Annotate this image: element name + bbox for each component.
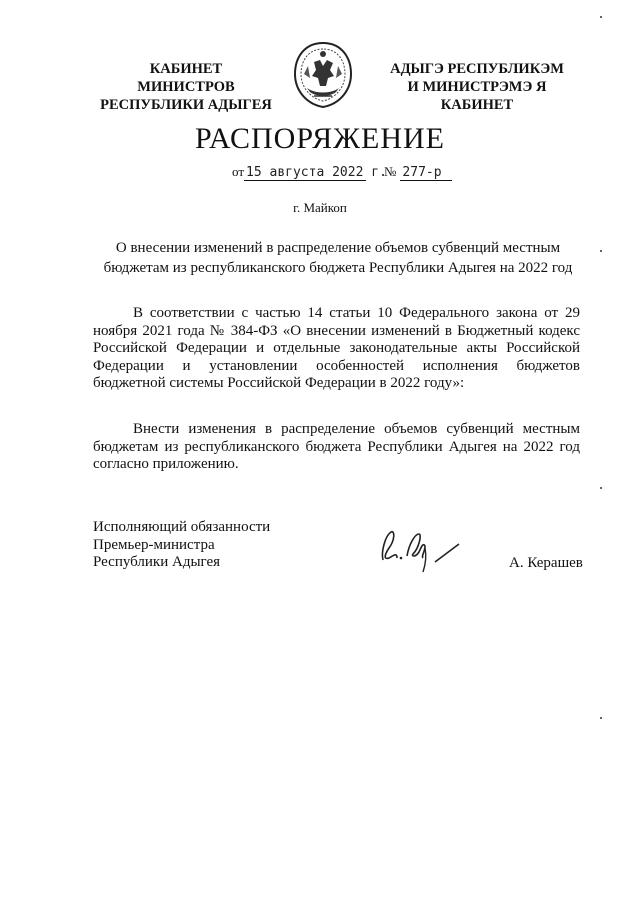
scan-speck bbox=[600, 487, 602, 489]
date-prefix: от bbox=[232, 164, 245, 179]
date-number-line bbox=[232, 164, 452, 181]
scan-speck bbox=[600, 16, 602, 18]
handwritten-signature bbox=[375, 522, 470, 574]
issuer-name-adyghe bbox=[372, 60, 582, 114]
issuer-line-2-adyghe: И МИНИСТРЭМЭ Я КАБИНЕТ bbox=[407, 79, 547, 113]
body-paragraph-1: В соответствии с частью 14 статьи 10 Федерального закона от 29 ноября 2021 года № 384-ФЗ «О внесении изменений в Бюджетный кодекс Российской Федерации и отдельные законодательные акты Российской Федерации и установлении особенностей исполнения бюджетов бюджетной системы Российской Федерации в 2022 году»: bbox=[93, 305, 580, 391]
scan-speck bbox=[600, 717, 602, 719]
issuer-line-2: РЕСПУБЛИКИ АДЫГЕЯ bbox=[100, 97, 272, 113]
number-prefix: № bbox=[384, 164, 397, 179]
document-date: 15 августа 2022 г. bbox=[246, 165, 387, 180]
signee-name: А. Керашев bbox=[509, 555, 583, 571]
document-number: 277-р bbox=[400, 165, 452, 181]
coat-of-arms-emblem bbox=[290, 40, 356, 110]
document-subject: О внесении изменений в распределение объемов субвенций местным бюджетам из республиканского бюджета Республики Адыгея на 2022 год bbox=[103, 240, 573, 276]
signer-line-3: Республики Адыгея bbox=[93, 554, 221, 570]
body-paragraph-2: Внести изменения в распределение объемов субвенций местным бюджетам из республиканского бюджета Республики Адыгея на 2022 год согласно приложению. bbox=[93, 421, 580, 472]
signer-line-1: Исполняющий обязанности bbox=[93, 519, 271, 535]
signer-line-2: Премьер-министра bbox=[93, 536, 215, 553]
scan-speck bbox=[600, 250, 602, 252]
issuer-line-1-adyghe: АДЫГЭ РЕСПУБЛИКЭМ bbox=[390, 61, 564, 77]
issuer-name-russian bbox=[100, 60, 272, 114]
document-title: РАСПОРЯЖЕНИЕ bbox=[194, 122, 446, 155]
city-line: г. Майкоп bbox=[293, 200, 347, 215]
issuer-line-1: КАБИНЕТ МИНИСТРОВ bbox=[137, 61, 235, 95]
signer-position bbox=[93, 519, 270, 572]
